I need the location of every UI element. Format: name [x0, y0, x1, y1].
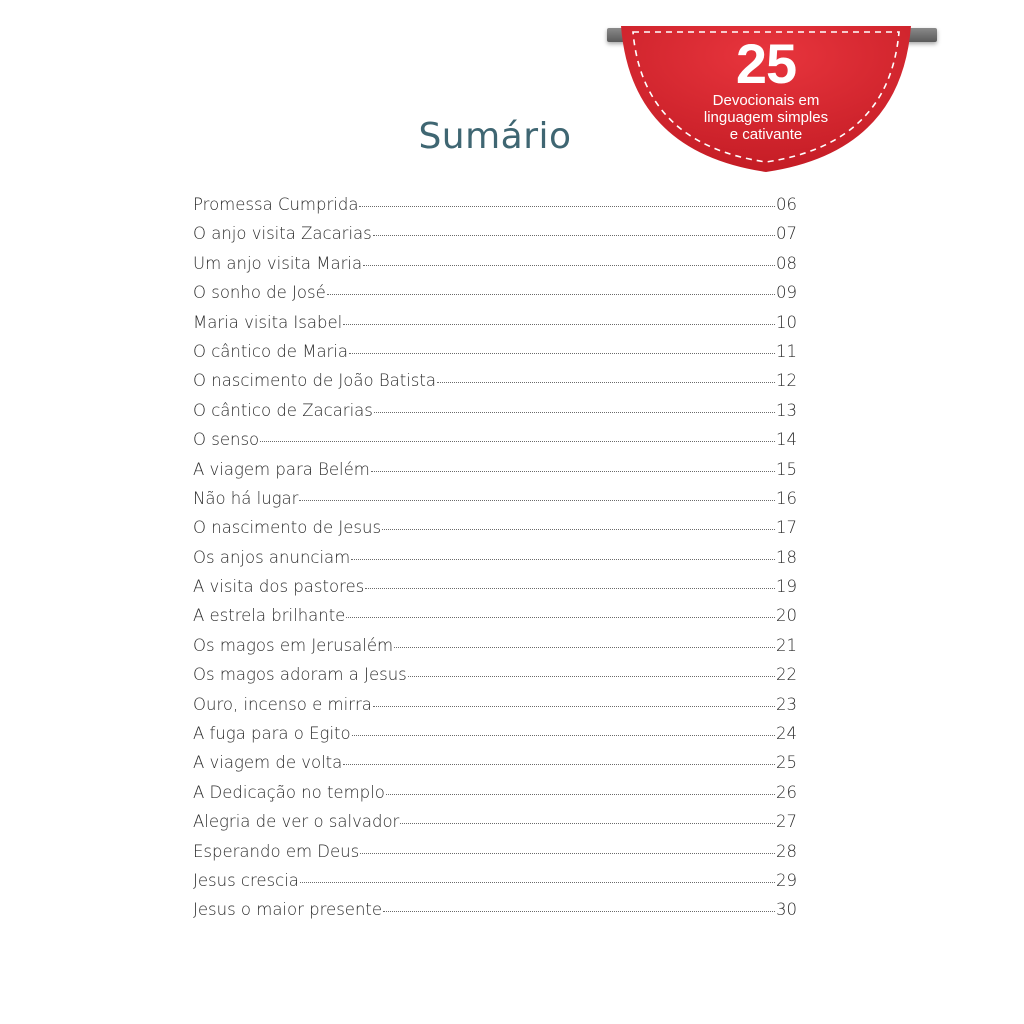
toc-leader-dots	[383, 910, 775, 912]
badge-number: 25	[735, 32, 797, 95]
toc-leader-dots	[346, 616, 775, 618]
toc-leader-dots	[300, 881, 775, 883]
toc-leader-dots	[408, 675, 775, 677]
toc-leader-dots	[343, 323, 775, 325]
toc-entry	[193, 719, 797, 748]
toc-leader-dots	[359, 205, 775, 207]
toc-entry-page: 18	[776, 547, 797, 567]
toc-entry-title: O nascimento de João Batista	[193, 371, 436, 391]
toc-entry	[193, 660, 797, 689]
toc-entry	[193, 513, 797, 542]
toc-entry	[193, 866, 797, 895]
toc-entry-page: 26	[776, 782, 797, 802]
toc-entry-page: 28	[776, 841, 797, 861]
toc-leader-dots	[374, 411, 775, 413]
toc-entry-page: 06	[776, 195, 797, 214]
toc-entry-title: A viagem de volta	[193, 753, 343, 773]
toc-entry	[193, 748, 797, 777]
toc-entry-title: Jesus o maior presente	[193, 900, 383, 920]
toc-entry-page: 23	[776, 694, 797, 714]
toc-entry	[193, 572, 797, 601]
toc-entry-title: Os magos em Jerusalém	[193, 635, 394, 655]
toc-entry-title: O nascimento de Jesus	[193, 518, 382, 538]
toc-entry-page: 30	[776, 900, 797, 920]
toc-entry-title: A fuga para o Egito	[193, 724, 351, 744]
toc-leader-dots	[260, 440, 775, 442]
toc-entry-title: A visita dos pastores	[193, 577, 365, 597]
toc-entry-page: 19	[776, 577, 797, 597]
toc-entry	[193, 895, 797, 924]
toc-entry-page: 25	[776, 753, 797, 773]
toc-entry	[193, 425, 797, 454]
toc-entry-title: Esperando em Deus	[193, 841, 360, 861]
toc-entry-title: Não há lugar	[193, 488, 299, 508]
toc-entry	[193, 278, 797, 307]
toc-entry-page: 15	[776, 459, 797, 479]
toc-entry	[193, 455, 797, 484]
toc-entry-title: A viagem para Belém	[193, 459, 370, 479]
toc-leader-dots	[382, 528, 775, 530]
toc-leader-dots	[351, 558, 775, 560]
toc-entry	[193, 249, 797, 278]
toc-entry-page: 07	[776, 224, 797, 244]
toc-leader-dots	[437, 381, 775, 383]
badge-caption-line: e cativante	[729, 126, 803, 143]
toc-leader-dots	[371, 470, 775, 472]
toc-entry-title: Maria visita Isabel	[193, 312, 343, 332]
toc-entry-page: 12	[776, 371, 797, 391]
page-title: Sumário	[418, 116, 572, 158]
toc-leader-dots	[365, 587, 775, 589]
toc-entry-title: O anjo visita Zacarias	[193, 224, 372, 244]
toc-entry	[193, 807, 797, 836]
toc-entry	[193, 396, 797, 425]
toc-entry-page: 08	[776, 253, 797, 273]
toc-entry-title: Os anjos anunciam	[193, 547, 351, 567]
toc-entry-title: O cântico de Maria	[193, 341, 349, 361]
toc-entry	[193, 543, 797, 572]
toc-entry-page: 29	[776, 870, 797, 890]
toc-entry-title: Jesus crescia	[193, 870, 299, 890]
toc-leader-dots	[373, 234, 775, 236]
toc-entry-page: 13	[776, 400, 797, 420]
toc-entry-page: 16	[776, 488, 797, 508]
toc-entry-title: Ouro, incenso e mirra	[193, 694, 372, 714]
toc-entry-page: 22	[776, 665, 797, 685]
toc-leader-dots	[349, 352, 775, 354]
toc-entry-title: O senso	[193, 430, 260, 450]
toc-entry-page: 17	[776, 518, 797, 538]
toc-entry	[193, 601, 797, 630]
toc-entry-title: O cântico de Zacarias	[193, 400, 373, 420]
toc-entry	[193, 690, 797, 719]
toc-entry-page: 27	[776, 812, 797, 832]
toc-entry-title: Os magos adoram a Jesus	[193, 665, 407, 685]
toc-leader-dots	[386, 793, 775, 795]
toc-leader-dots	[352, 734, 775, 736]
toc-entry	[193, 837, 797, 866]
toc-leader-dots	[363, 264, 775, 266]
toc-entry-page: 24	[776, 724, 797, 744]
toc-leader-dots	[360, 852, 775, 854]
toc-entry-page: 21	[776, 635, 797, 655]
toc-entry-title: Alegria de ver o salvador	[193, 812, 400, 832]
toc-entry-page: 11	[776, 341, 797, 361]
toc-entry	[193, 631, 797, 660]
toc-entry-page: 10	[776, 312, 797, 332]
badge-caption-line: Devocionais em	[712, 92, 820, 109]
toc-entry	[193, 190, 797, 219]
toc-entry-title: A Dedicação no templo	[193, 782, 385, 802]
toc-entry-page: 14	[776, 430, 797, 450]
badge-caption-line: linguagem simples	[703, 109, 829, 126]
toc-entry-title: Promessa Cumprida	[193, 195, 359, 214]
toc-entry-title: Um anjo visita Maria	[193, 253, 363, 273]
toc-entry-title: O sonho de José	[193, 283, 326, 303]
toc-entry	[193, 308, 797, 337]
toc-entry	[193, 778, 797, 807]
toc-leader-dots	[327, 293, 775, 295]
toc-leader-dots	[343, 763, 775, 765]
toc-leader-dots	[373, 705, 775, 707]
toc-entry-title: A estrela brilhante	[193, 606, 346, 626]
badge-ribbon	[611, 22, 921, 182]
toc-entry	[193, 366, 797, 395]
toc-entry	[193, 219, 797, 248]
toc-entry	[193, 484, 797, 513]
table-of-contents	[193, 190, 797, 925]
toc-entry-page: 09	[776, 283, 797, 303]
toc-leader-dots	[400, 822, 775, 824]
toc-leader-dots	[394, 646, 775, 648]
toc-leader-dots	[299, 499, 775, 501]
toc-entry-page: 20	[776, 606, 797, 626]
toc-entry	[193, 337, 797, 366]
